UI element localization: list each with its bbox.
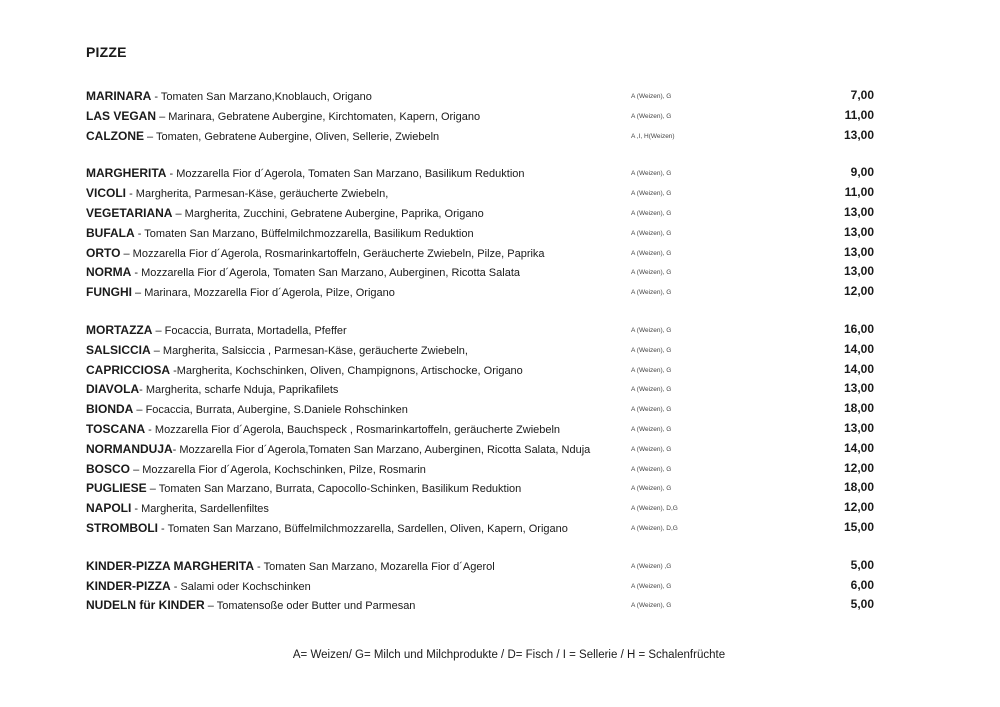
item-description: - Tomaten San Marzano, Mozarella Fior d´Agerol	[254, 560, 495, 573]
menu-item	[86, 320, 886, 340]
item-description: - Tomaten San Marzano, Büffelmilchmozzarella, Basilikum Reduktion	[134, 227, 474, 240]
item-name: MARGHERITA	[86, 166, 167, 181]
menu-item	[86, 282, 886, 302]
item-description: - Margherita, Parmesan-Käse, geräucherte Zwiebeln,	[126, 188, 389, 201]
item-price: 5,00	[850, 557, 874, 572]
item-description: – Focaccia, Burrata, Mortadella, Pfeffer	[152, 324, 347, 337]
item-price: 6,00	[850, 577, 874, 592]
item-description: - Mozzarella Fior d´Agerola,Tomaten San Marzano, Auberginen, Ricotta Salata, Nduja	[172, 443, 591, 456]
menu-item	[86, 126, 886, 146]
item-description: – Tomaten San Marzano, Burrata, Capocollo-Schinken, Basilikum Reduktion	[146, 483, 522, 496]
item-description: – Tomatensoße oder Butter und Parmesan	[204, 600, 416, 613]
allergen-legend: A= Weizen/ G= Milch und Milchprodukte / D= Fisch / I = Sellerie / H = Schalenfrüchte	[292, 649, 726, 661]
item-name: CALZONE	[86, 128, 144, 143]
item-name: NAPOLI	[86, 501, 132, 516]
menu-item	[86, 459, 886, 479]
item-allergens: A (Weizen), G	[631, 465, 672, 473]
item-price: 13,00	[843, 127, 874, 142]
item-name: MARINARA	[86, 89, 152, 103]
menu-item	[86, 243, 886, 263]
item-description: - Margherita, Sardellenfiltes	[131, 503, 269, 516]
menu-item	[86, 262, 886, 282]
item-description: - Tomaten San Marzano,Knoblauch, Origano	[151, 91, 372, 103]
item-allergens: A (Weizen) ,G	[631, 562, 672, 570]
item-name: MORTAZZA	[86, 322, 153, 337]
menu-item	[86, 360, 886, 380]
menu-item	[86, 106, 886, 126]
item-allergens: A (Weizen), G	[631, 425, 672, 433]
item-description: – Margherita, Salsiccia , Parmesan-Käse, geräucherte Zwiebeln,	[150, 344, 468, 357]
item-price: 14,00	[843, 341, 874, 356]
menu-item	[86, 223, 886, 243]
item-allergens: A (Weizen), G	[631, 289, 672, 297]
item-price: 18,00	[843, 480, 874, 495]
item-allergens: A (Weizen), G	[631, 269, 672, 277]
item-description: - Mozzarella Fior d´Agerola, Tomaten San Marzano, Basilikum Reduktion	[166, 168, 525, 181]
menu-item	[86, 203, 886, 223]
item-name: DIAVOLA	[86, 382, 140, 397]
item-price: 11,00	[844, 107, 874, 122]
item-allergens: A (Weizen), G	[631, 406, 672, 414]
item-allergens: A (Weizen), D,G	[631, 524, 678, 532]
item-name: NORMA	[86, 265, 132, 280]
item-price: 12,00	[843, 500, 874, 515]
item-price: 14,00	[843, 361, 874, 376]
menu-item	[86, 595, 886, 615]
item-name: BUFALA	[86, 225, 135, 240]
menu-group	[86, 163, 886, 302]
menu-item	[86, 478, 886, 498]
menu-item	[86, 163, 886, 183]
item-allergens: A (Weizen), G	[631, 485, 672, 493]
item-allergens: A (Weizen), G	[631, 170, 672, 178]
item-description: - Margherita, scharfe Nduja, Paprikafilets	[139, 384, 339, 397]
item-name: FUNGHI	[86, 285, 132, 300]
menu-item	[86, 439, 886, 459]
item-name: BOSCO	[86, 461, 131, 476]
menu-item	[86, 518, 886, 538]
item-price: 13,00	[843, 420, 874, 435]
item-name: NUDELN für KINDER	[86, 598, 205, 613]
item-allergens: A (Weizen), D,G	[631, 505, 678, 513]
menu-item	[86, 419, 886, 439]
item-price: 18,00	[843, 401, 874, 416]
item-description: – Mozzarella Fior d´Agerola, Rosmarinkartoffeln, Geräucherte Zwiebeln, Pilze, Paprika	[120, 247, 545, 260]
item-price: 15,00	[843, 519, 874, 534]
item-name: BIONDA	[86, 402, 134, 417]
item-name: STROMBOLI	[86, 520, 158, 535]
item-name: KINDER-PIZZA	[86, 578, 171, 593]
item-price: 16,00	[843, 321, 874, 336]
item-allergens: A ,I, H(Weizen)	[631, 132, 675, 140]
item-price: 13,00	[843, 204, 874, 219]
item-allergens: A (Weizen), G	[631, 209, 672, 217]
item-description: – Focaccia, Burrata, Aubergine, S.Daniele Rohschinken	[133, 404, 408, 417]
item-price: 11,00	[844, 185, 874, 200]
item-name: KINDER-PIZZA MARGHERITA	[86, 558, 254, 573]
item-allergens: A (Weizen), G	[631, 93, 672, 100]
menu-group	[86, 556, 886, 615]
item-name: SALSICCIA	[86, 342, 151, 357]
item-allergens: A (Weizen), G	[631, 249, 672, 257]
item-allergens: A (Weizen), G	[631, 112, 672, 120]
item-description: – Margherita, Zucchini, Gebratene Aubergine, Paprika, Origano	[172, 207, 484, 220]
item-price: 7,00	[850, 88, 874, 102]
item-price: 13,00	[843, 264, 874, 279]
item-name: VICOLI	[86, 186, 127, 201]
item-allergens: A (Weizen), G	[631, 346, 672, 354]
menu-list	[86, 86, 886, 633]
item-allergens: A (Weizen), G	[631, 582, 672, 590]
item-name: LAS VEGAN	[86, 108, 157, 123]
item-description: – Mozzarella Fior d´Agerola, Kochschinken, Pilze, Rosmarin	[130, 463, 426, 476]
menu-item	[86, 340, 886, 360]
item-price: 12,00	[843, 284, 874, 299]
item-name: ORTO	[86, 245, 121, 260]
item-name: VEGETARIANA	[86, 205, 173, 220]
item-description: – Marinara, Gebratene Aubergine, Kirchtomaten, Kapern, Origano	[156, 110, 481, 123]
item-name: TOSCANA	[86, 421, 146, 436]
item-price: 13,00	[843, 224, 874, 239]
item-name: PUGLIESE	[86, 481, 147, 496]
item-allergens: A (Weizen), G	[631, 602, 672, 610]
menu-item	[86, 86, 886, 106]
item-description: -Margherita, Kochschinken, Oliven, Champignons, Artischocke, Origano	[170, 364, 523, 377]
item-description: - Salami oder Kochschinken	[170, 580, 311, 593]
item-description: - Tomaten San Marzano, Büffelmilchmozzarella, Sardellen, Oliven, Kapern, Origano	[158, 522, 568, 535]
item-price: 14,00	[843, 440, 874, 455]
item-price: 12,00	[843, 460, 874, 475]
item-price: 13,00	[843, 381, 874, 396]
menu-item	[86, 498, 886, 518]
item-name: NORMANDUJA	[86, 441, 173, 456]
menu-item	[86, 183, 886, 203]
menu-group	[86, 86, 886, 145]
item-allergens: A (Weizen), G	[631, 229, 672, 237]
item-price: 13,00	[843, 244, 874, 259]
item-allergens: A (Weizen), G	[631, 366, 672, 374]
item-description: – Tomaten, Gebratene Aubergine, Oliven, Sellerie, Zwiebeln	[144, 130, 440, 143]
menu-group	[86, 320, 886, 538]
page-title: PIZZE	[86, 44, 127, 60]
item-description: – Marinara, Mozzarella Fior d´Agerola, Pilze, Origano	[132, 287, 395, 300]
menu-item	[86, 379, 886, 399]
item-allergens: A (Weizen), G	[631, 326, 672, 334]
item-allergens: A (Weizen), G	[631, 386, 672, 394]
item-price: 9,00	[850, 165, 874, 180]
item-allergens: A (Weizen), G	[631, 190, 672, 198]
menu-item	[86, 576, 886, 596]
menu-item	[86, 556, 886, 576]
item-description: - Mozzarella Fior d´Agerola, Bauchspeck , Rosmarinkartoffeln, geräucherte Zwiebeln	[145, 423, 561, 436]
menu-item	[86, 399, 886, 419]
item-name: CAPRICCIOSA	[86, 362, 171, 377]
item-price: 5,00	[850, 597, 874, 612]
item-description: - Mozzarella Fior d´Agerola, Tomaten San Marzano, Auberginen, Ricotta Salata	[131, 267, 520, 280]
item-allergens: A (Weizen), G	[631, 445, 672, 453]
